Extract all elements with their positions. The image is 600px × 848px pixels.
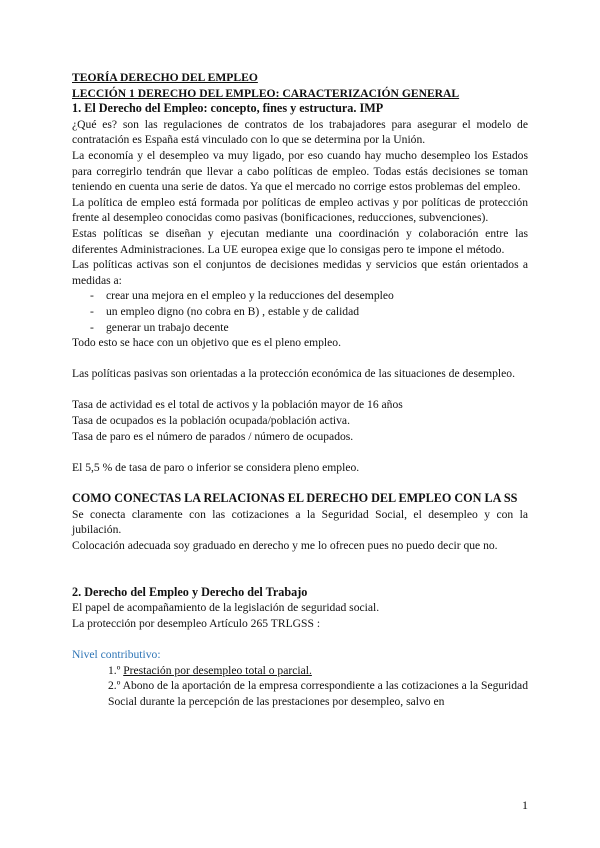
paragraph: El 5,5 % de tasa de paro o inferior se considera pleno empleo. [72, 460, 360, 474]
nivel-contributivo-label: Nivel contributivo: [72, 647, 161, 661]
paragraph: Colocación adecuada soy graduado en derecho y me lo ofrecen pues no puedo decir que no. [72, 538, 498, 552]
paragraph: Se conecta claramente con las cotizaciones a la Seguridad Social, el desempleo y con la jubilación. [72, 507, 528, 537]
paragraph: La protección por desempleo Artículo 265 TRLGSS : [72, 616, 321, 630]
rate-line: Tasa de ocupados es la población ocupada/población activa. [72, 414, 350, 428]
section2-title: 2. Derecho del Empleo y Derecho del Trabajo [72, 584, 308, 599]
objectives-list [72, 288, 528, 335]
lesson-title: LECCIÓN 1 DERECHO DEL EMPLEO: CARACTERIZACIÓN GENERAL [72, 86, 460, 100]
list-item: - crear una mejora en el empleo y la reducciones del desempleo [72, 288, 528, 304]
nivel-item [72, 678, 528, 709]
document-page [72, 70, 528, 709]
list-item: - generar un trabajo decente [72, 320, 528, 336]
paragraph: ¿Qué es? son las regulaciones de contratos de los trabajadores para asegurar el modelo de contratación es España está vinculado con lo que se determina por la Unión. [72, 117, 528, 147]
rate-line: Tasa de paro es el número de parados / número de ocupados. [72, 429, 354, 443]
ss-title: COMO CONECTAS LA RELACIONAS EL DERECHO DEL EMPLEO CON LA SS [72, 491, 518, 506]
item-text: Prestación por desempleo total o parcial. [123, 663, 312, 677]
item-text: Abono de la aportación de la empresa correspondiente a las cotizaciones a la Seguridad Social durante la percepción de las prestaciones por desempleo, salvo en [108, 679, 529, 708]
item-number: 2.º [108, 679, 121, 693]
paragraph: Las políticas pasivas son orientadas a la protección económica de las situaciones de desempleo. [72, 367, 515, 381]
page-number: 1 [522, 798, 528, 812]
paragraph: La política de empleo está formada por políticas de empleo activas y por políticas de protección frente al desempleo conocidas como pasivas (bonificaciones, reducciones, subvenciones). [72, 195, 528, 225]
paragraph: Todo esto se hace con un objetivo que es el pleno empleo. [72, 336, 341, 350]
paragraph: Estas políticas se diseñan y ejecutan mediante una coordinación y colaboración entre las diferentes Administraciones. La UE europea exige que lo consigas pero te impone el método. [72, 226, 528, 256]
paragraph: El papel de acompañamiento de la legislación de seguridad social. [72, 601, 380, 615]
list-item: - un empleo digno (no cobra en B) , estable y de calidad [72, 304, 528, 320]
paragraph: La economía y el desempleo va muy ligado, por eso cuando hay mucho desempleo los Estados para corregirlo tendrán que llevar a cabo políticas de empleo. Todas estás decisiones se toman teniendo en cuenta una serie de datos. Ya que el mercado no corrige estos problemas del empleo. [72, 148, 528, 194]
paragraph: Las políticas activas son el conjuntos de decisiones medidas y servicios que están orientados a medidas a: [72, 258, 528, 287]
item-number: 1.º [108, 663, 121, 677]
nivel-item [72, 663, 528, 679]
document-title: TEORÍA DERECHO DEL EMPLEO [72, 71, 258, 84]
section1-title: 1. El Derecho del Empleo: concepto, fines y estructura. IMP [72, 101, 384, 116]
rate-line: Tasa de actividad es el total de activos y la población mayor de 16 años [72, 398, 403, 412]
